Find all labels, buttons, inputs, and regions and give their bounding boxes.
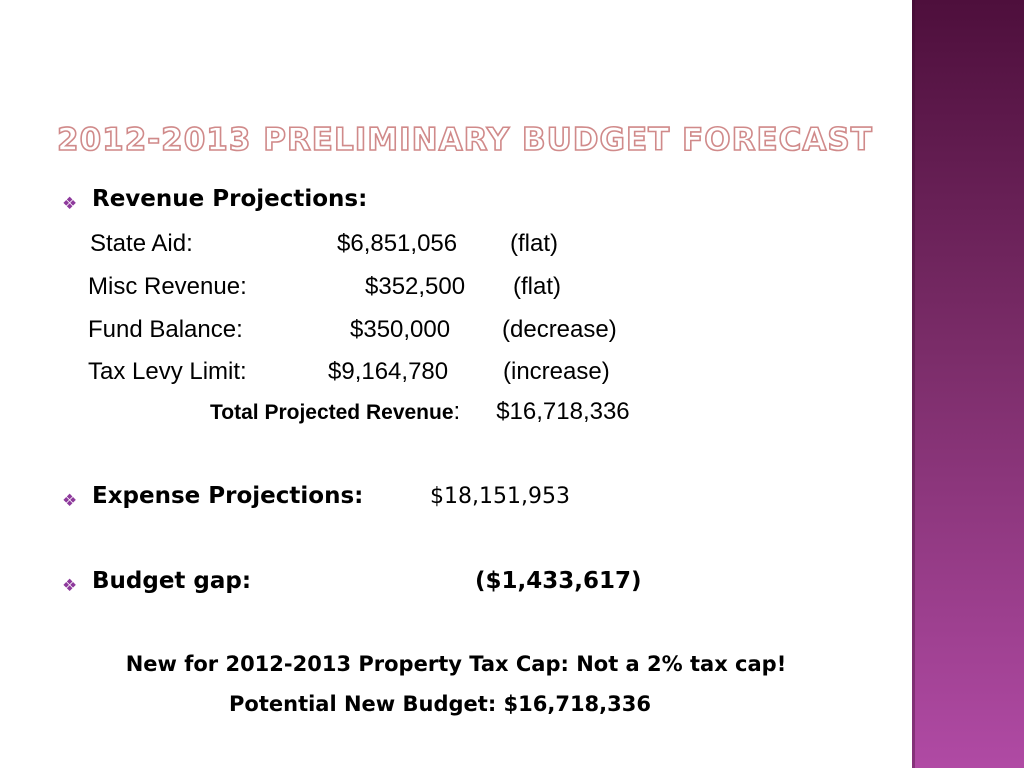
decorative-sidebar <box>912 0 1024 768</box>
total-colon: : <box>453 398 461 425</box>
revenue-amount: $6,851,056 <box>337 230 458 257</box>
revenue-heading: Revenue Projections: <box>92 186 368 212</box>
revenue-note: (increase) <box>503 358 610 385</box>
revenue-label: Misc Revenue: <box>88 273 247 300</box>
revenue-label: Tax Levy Limit: <box>88 358 247 385</box>
sidebar-edge <box>912 0 915 768</box>
revenue-amount: $9,164,780 <box>328 358 449 385</box>
gap-value: ($1,433,617) <box>475 568 642 594</box>
diamond-bullet-icon: ❖ <box>62 194 78 214</box>
gap-heading-label: Budget gap: <box>92 568 252 594</box>
expense-value: $18,151,953 <box>430 484 570 509</box>
diamond-bullet-icon: ❖ <box>62 576 78 596</box>
revenue-note: (decrease) <box>502 316 617 343</box>
revenue-amount: $352,500 <box>365 273 466 300</box>
expense-heading-label: Expense Projections: <box>92 483 364 509</box>
revenue-note: (flat) <box>513 273 561 300</box>
revenue-note: (flat) <box>510 230 558 257</box>
revenue-amount: $350,000 <box>350 316 451 343</box>
diamond-bullet-icon: ❖ <box>62 491 78 511</box>
revenue-label: State Aid: <box>90 230 193 257</box>
tax-cap-note: New for 2012-2013 Property Tax Cap: Not a 2% tax cap! <box>125 652 787 676</box>
slide-title: 2012-2013 PRELIMINARY BUDGET FORECAST <box>57 122 873 158</box>
expense-heading <box>92 483 570 509</box>
total-projected-revenue <box>210 398 630 426</box>
total-label: Total Projected Revenue <box>210 401 454 424</box>
gap-heading <box>92 568 642 594</box>
total-value: $16,718,336 <box>496 398 630 425</box>
potential-budget-note: Potential New Budget: $16,718,336 <box>229 692 651 716</box>
revenue-label: Fund Balance: <box>88 316 243 343</box>
